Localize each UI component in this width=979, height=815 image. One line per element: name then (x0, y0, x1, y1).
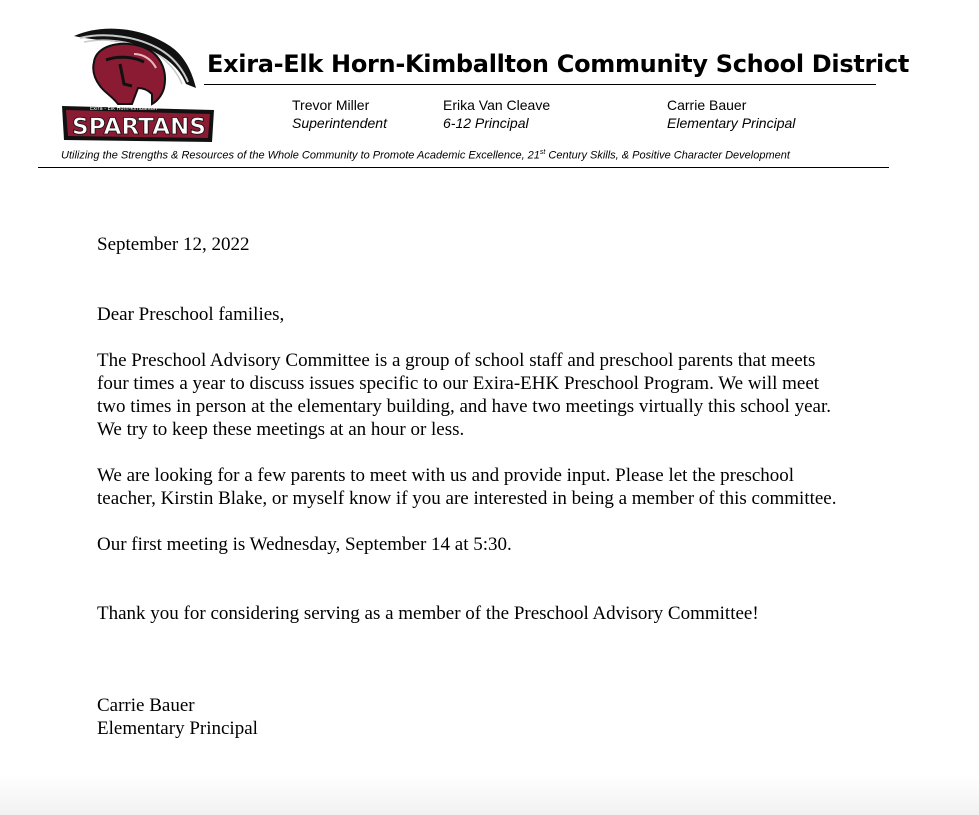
administrator-secondary-principal (443, 96, 550, 132)
administrator-title: 6-12 Principal (443, 115, 529, 131)
administrator-elementary-principal (667, 96, 795, 132)
letter-paragraph-2 (97, 464, 897, 510)
district-name: Exira-Elk Horn-Kimballton Community School District (207, 50, 910, 78)
paragraph-line: four times a year to discuss issues specific to our Exira-EHK Preschool Program. We will meet (97, 373, 820, 394)
header-divider (38, 167, 889, 168)
letter-signature (97, 694, 897, 740)
page-bottom-shadow (0, 775, 979, 815)
tagline-text-end: Century Skills, & Positive Character Development (545, 149, 790, 162)
district-tagline (61, 149, 790, 162)
paragraph-line: two times in person at the elementary building, and have two meetings virtually this school year. (97, 396, 831, 417)
paragraph-line: We try to keep these meetings at an hour or less. (97, 419, 465, 440)
logo-small-text: Exira - Elk Horn-Kimballton (90, 106, 158, 112)
administrator-title: Elementary Principal (667, 115, 796, 131)
paragraph-line: teacher, Kirstin Blake, or myself know if you are interested in being a member of this committee. (97, 488, 837, 509)
logo-wordmark: SPARTANS (72, 115, 206, 140)
signature-name: Carrie Bauer (97, 695, 195, 716)
tagline-superscript: st (539, 149, 546, 156)
spartans-logo (60, 24, 218, 146)
paragraph-line: The Preschool Advisory Committee is a group of school staff and preschool parents that meets (97, 350, 816, 371)
tagline-text-start: Utilizing the Strengths & Resources of the Whole Community to Promote Academic Excellence, 21 (61, 149, 540, 162)
administrator-name: Erika Van Cleave (443, 97, 551, 113)
letter-closing-line: Thank you for considering serving as a member of the Preschool Advisory Committee! (97, 603, 759, 624)
title-divider (204, 84, 876, 85)
administrator-title: Superintendent (292, 115, 387, 131)
administrator-superintendent (292, 96, 387, 132)
letter-paragraph-3: Our first meeting is Wednesday, September 14 at 5:30. (97, 534, 512, 555)
letter-paragraph-1 (97, 349, 897, 441)
administrator-name: Carrie Bauer (667, 97, 747, 113)
letter-salutation: Dear Preschool families, (97, 304, 285, 325)
signature-title: Elementary Principal (97, 718, 258, 739)
administrator-name: Trevor Miller (292, 97, 370, 113)
paragraph-line: We are looking for a few parents to meet with us and provide input. Please let the preschool (97, 465, 795, 486)
letter-date: September 12, 2022 (97, 234, 250, 255)
